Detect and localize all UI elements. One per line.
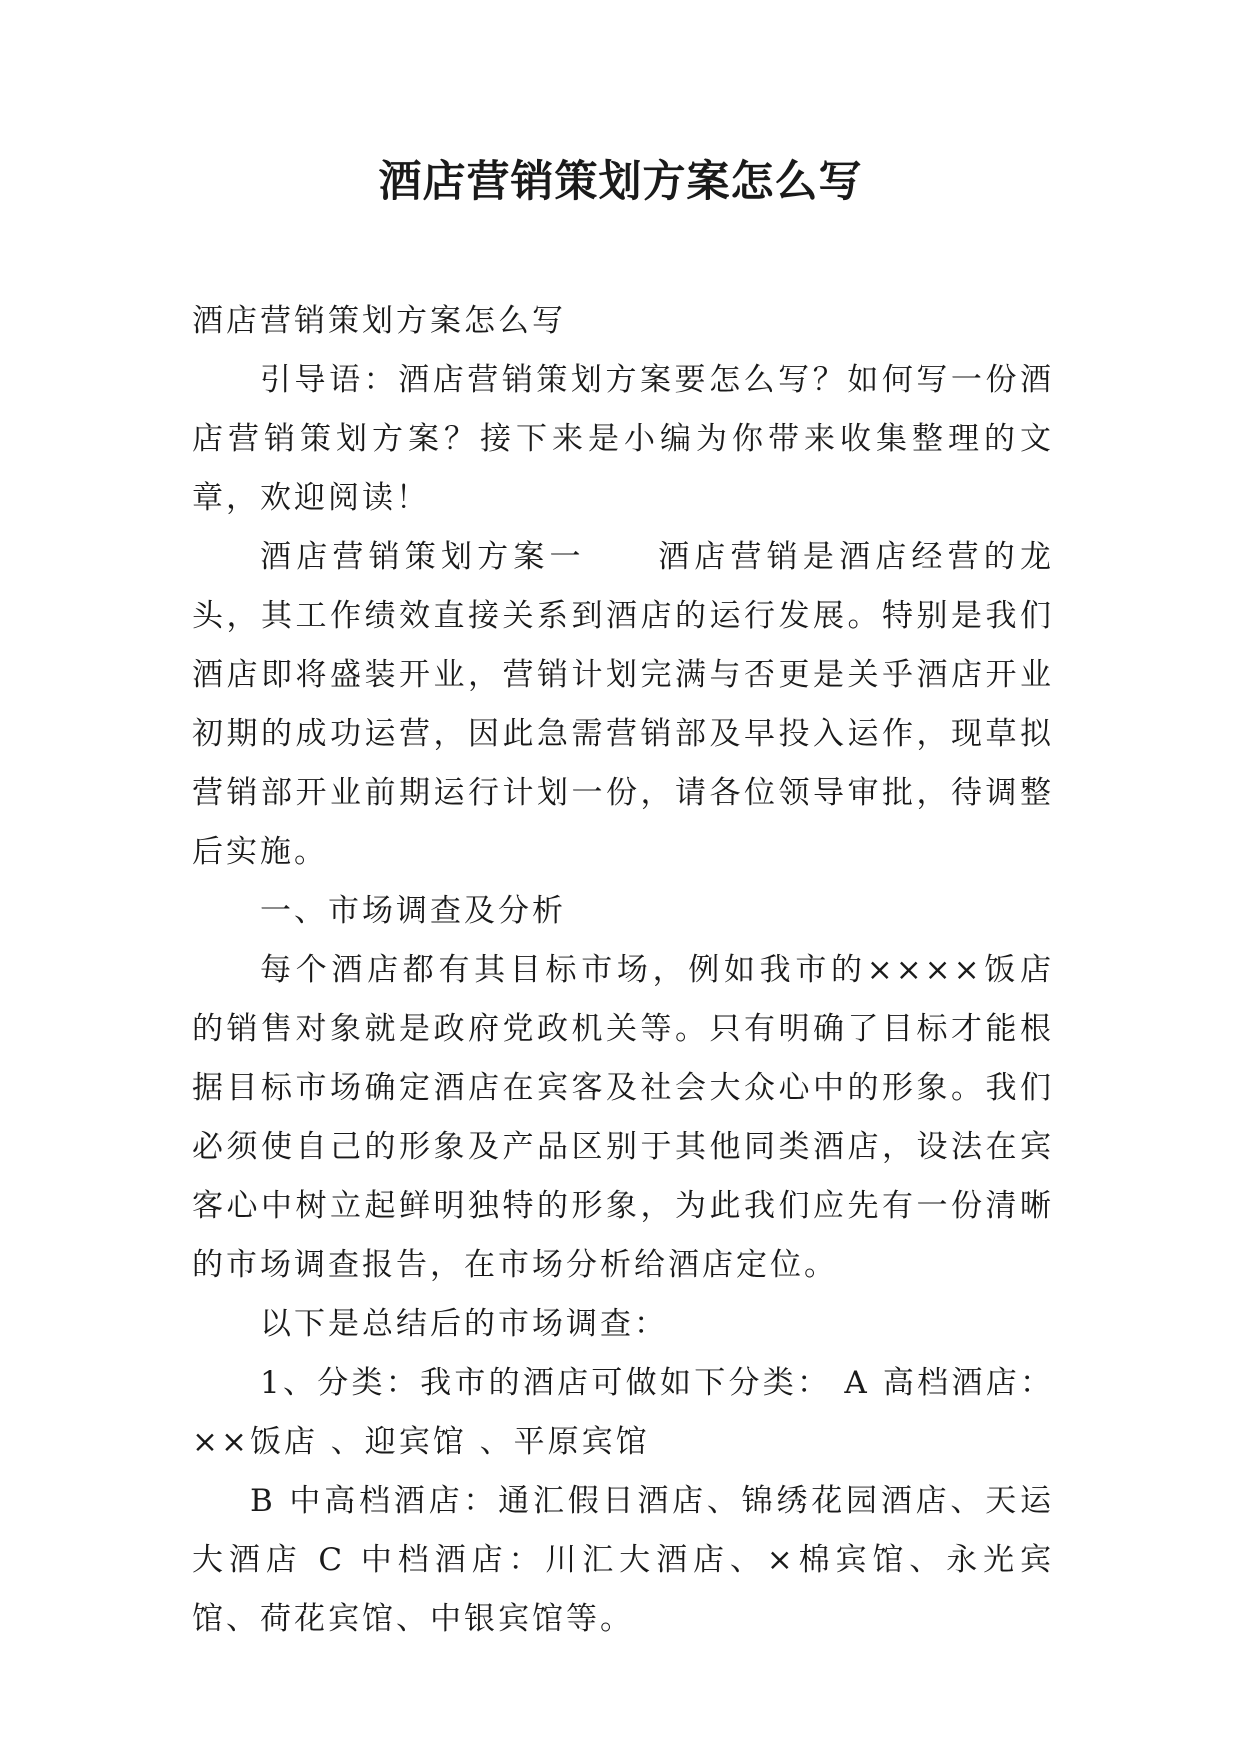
mid-high-hotels-paragraph: B 中高档酒店：通汇假日酒店、锦绣花园酒店、天运大酒店 C 中档酒店：川汇大酒店、×棉宾馆、永光宾馆、荷花宾馆、中银宾馆等。 <box>192 1483 1054 1637</box>
survey-intro-paragraph: 以下是总结后的市场调查： <box>260 1306 668 1342</box>
section-heading-market-research: 一、市场调查及分析 <box>260 893 566 929</box>
document-body <box>192 292 1054 1649</box>
classification-paragraph: 1、分类：我市的酒店可做如下分类： A 高档酒店：××饭店 、迎宾馆 、平原宾馆 <box>192 1365 1054 1460</box>
market-analysis-paragraph: 每个酒店都有其目标市场，例如我市的××××饭店的销售对象就是政府党政机关等。只有明确了目标才能根据目标市场确定酒店在宾客及社会大众心中的形象。我们必须使自己的形象及产品区别于其他同类酒店，设法在宾客心中树立起鲜明独特的形象，为此我们应先有一份清晰的市场调查报告，在市场分析给酒店定位。 <box>192 952 1054 1283</box>
subtitle-paragraph: 酒店营销策划方案怎么写 <box>192 303 566 339</box>
intro-paragraph: 引导语：酒店营销策划方案要怎么写？如何写一份酒店营销策划方案？接下来是小编为你带来收集整理的文章，欢迎阅读！ <box>192 362 1054 516</box>
document-title: 酒店营销策划方案怎么写 <box>378 157 863 207</box>
plan-one-paragraph: 酒店营销策划方案一 酒店营销是酒店经营的龙头，其工作绩效直接关系到酒店的运行发展。特别是我们酒店即将盛装开业，营销计划完满与否更是关乎酒店开业初期的成功运营，因此急需营销部及早投入运作，现草拟营销部开业前期运行计划一份，请各位领导审批，待调整后实施。 <box>192 539 1054 870</box>
